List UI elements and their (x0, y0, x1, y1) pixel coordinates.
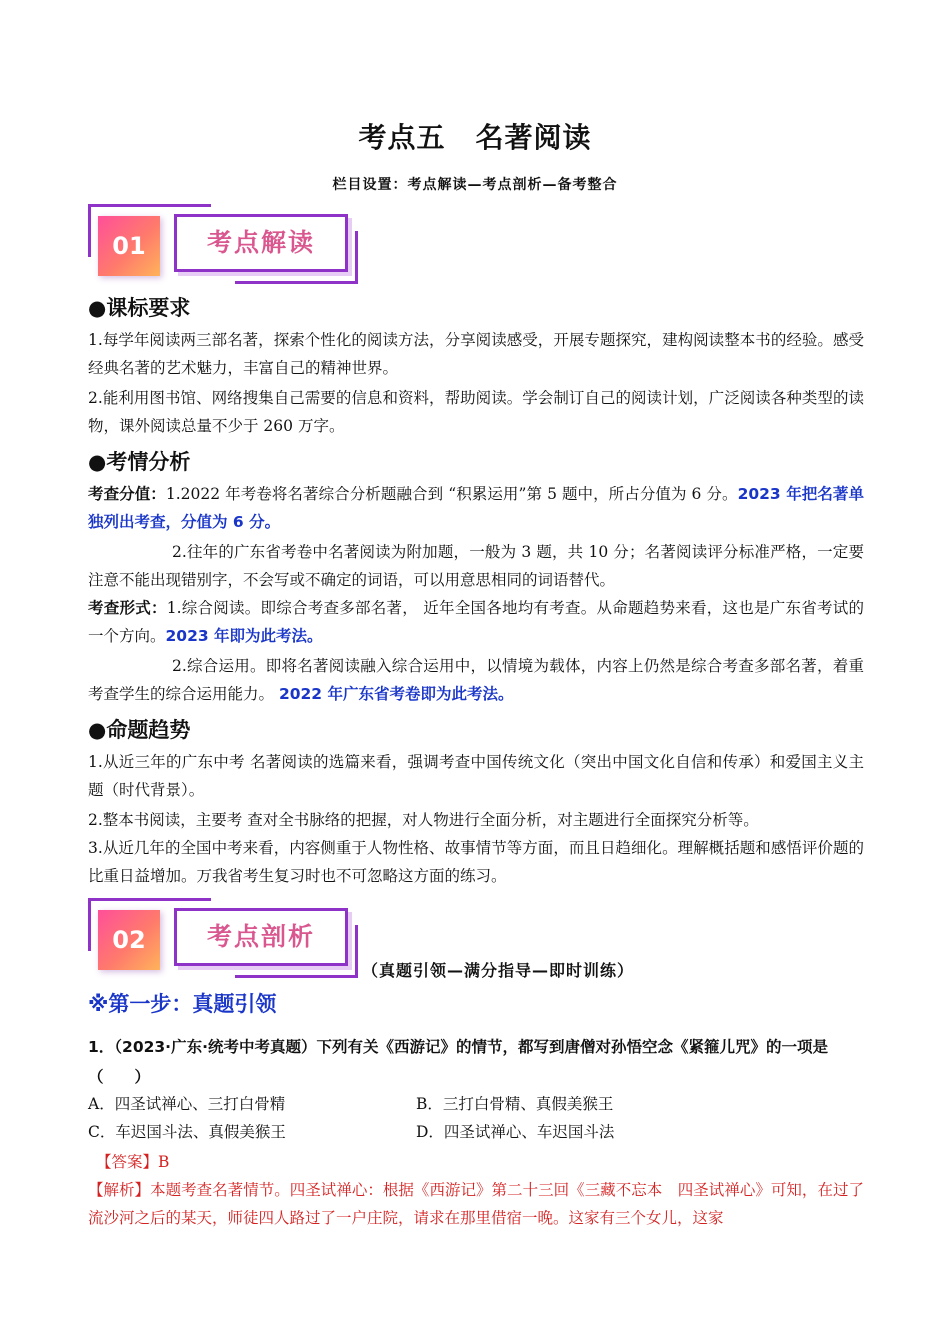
title-part2: 名著阅读 (475, 121, 592, 154)
column-settings: 栏目设置：考点解读—考点剖析—备考整合 (332, 177, 618, 193)
curriculum-item-2: 2.能利用图书馆、网络搜集自己需要的信息和资料，帮助阅读。学会制订自己的阅读计划，广泛阅读各种类型的读物，课外阅读总量不少于 260 万字。 (88, 389, 864, 435)
banner-number: 02 (98, 910, 160, 970)
step-one-title: ※第一步：真题引领 (88, 992, 277, 1016)
title-part1: 考点五 (358, 121, 446, 154)
score-text-1: 1.2022 年考卷将名著综合分析题融合到 “积累运用”第 5 题中，所占分值为 6 分。 (165, 485, 738, 503)
heading-trend: ●命题趋势 (88, 718, 191, 742)
banner-label: 考点解读 (174, 214, 348, 272)
option-a: A．四圣试禅心、三打白骨精 (88, 1095, 286, 1113)
trend-item-2: 2.整本书阅读，主要考 查对全书脉络的把握，对人物进行全面分析，对主题进行全面探究分析等。 (88, 811, 759, 829)
page-title (0, 116, 950, 156)
form-highlight-2: 2022 年广东省考卷即为此考法。 (278, 685, 514, 703)
heading-curriculum: ●课标要求 (88, 296, 191, 320)
score-highlight: 2023 年把名著单独列出考查，分值为 6 分。 (88, 485, 864, 531)
analysis-label: 【解析】 (88, 1181, 151, 1199)
analysis (88, 1176, 864, 1232)
heading-exam-analysis: ●考情分析 (88, 450, 191, 474)
trend-item-3: 3.从近几年的全国中考来看，内容侧重于人物性格、故事情节等方面，而且日趋细化。理解概括题和感悟评价题的比重日益增加。万我省考生复习时也不可忽略这方面的练习。 (88, 839, 864, 885)
score-item-1 (88, 480, 864, 536)
banner-label: 考点剖析 (174, 908, 348, 966)
steps-note: （真题引领—满分指导—即时训练） (362, 961, 635, 980)
form-text-1: 1.综合阅读。即综合考查多部名著， 近年全国各地均有考查。从命题趋势来看，这也是广东省考试的一个方向。 (88, 599, 864, 645)
answer (96, 1148, 864, 1176)
answer-label: 【答案】 (96, 1153, 159, 1171)
form-label: 考查形式： (88, 598, 167, 617)
score-item-2: 2.往年的广东省考卷中名著阅读为附加题，一般为 3 题，共 10 分；名著阅读评分标准严格，一定要注意不能出现错别字，不会写或不确定的词语，可以用意思相同的词语替代。 (88, 543, 864, 589)
analysis-text: 本题考查名著情节。四圣试禅心：根据《西游记》第二十三回《三藏不忘本 四圣试禅心》可知，在过了流沙河之后的某天，师徒四人路过了一户庄院，请求在那里借宿一晚。这家有三个女儿，这家 (88, 1181, 864, 1227)
banner-number: 01 (98, 216, 160, 276)
curriculum-item-1: 1.每学年阅读两三部名著，探索个性化的阅读方法，分享阅读感受，开展专题探究，建构阅读整本书的经验。感受经典名著的艺术魅力，丰富自己的精神世界。 (88, 331, 864, 377)
form-text-2: 2.综合运用。即将名著阅读融入综合运用中，以情境为载体，内容上仍然是综合考查多部名著，着重考查学生的综合运用能力。 (88, 657, 864, 703)
question-stem: 1．（2023·广东·统考中考真题）下列有关《西游记》的情节，都写到唐僧对孙悟空念《紧箍儿咒》的一项是（ ） (88, 1038, 828, 1086)
form-highlight-1: 2023 年即为此考法。 (165, 627, 323, 645)
answer-value: B (158, 1153, 170, 1171)
section-banner-01 (88, 204, 358, 284)
trend-item-1: 1.从近三年的广东中考 名著阅读的选篇来看，强调考查中国传统文化（突出中国文化自信和传承）和爱国主义主题（时代背景）。 (88, 753, 864, 799)
score-label: 考查分值： (88, 484, 166, 503)
option-c: C．车迟国斗法、真假美猴王 (88, 1123, 286, 1141)
option-d: D．四圣试禅心、车迟国斗法 (416, 1123, 615, 1141)
form-item-2 (88, 652, 864, 708)
form-item-1 (88, 594, 864, 650)
option-b: B．三打白骨精、真假美猴王 (416, 1095, 614, 1113)
section-banner-02 (88, 898, 358, 978)
